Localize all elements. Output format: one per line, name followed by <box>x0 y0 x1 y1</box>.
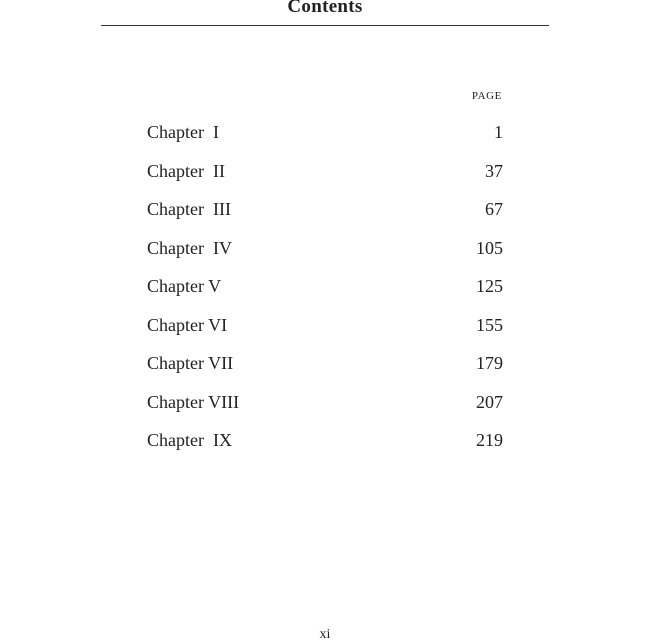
toc-page-number: 155 <box>476 314 503 335</box>
toc-page-number: 207 <box>476 391 503 412</box>
toc-chapter-title: Chapter III <box>147 199 231 219</box>
title-rule <box>101 25 549 26</box>
toc-page-number: 1 <box>494 122 503 142</box>
toc-entry[interactable] <box>147 237 503 276</box>
toc-page-number: 67 <box>485 199 503 219</box>
toc-chapter-title: Chapter IV <box>147 237 232 258</box>
toc-chapter-title: Chapter VI <box>147 314 228 335</box>
toc-entry[interactable] <box>147 352 503 391</box>
toc-chapter-title: Chapter I <box>147 122 219 142</box>
toc-page-number: 125 <box>476 276 503 296</box>
toc-entry[interactable] <box>147 429 503 468</box>
toc-page-number: 105 <box>476 237 503 258</box>
toc-chapter-title: Chapter V <box>147 276 222 296</box>
toc-entry[interactable] <box>147 121 503 160</box>
page-folio: xi <box>319 627 331 642</box>
toc-page-number: 219 <box>476 430 503 450</box>
page-title: Contents <box>287 0 363 17</box>
toc-entry[interactable] <box>147 275 503 314</box>
toc-entry[interactable] <box>147 160 503 199</box>
toc-entry[interactable] <box>147 391 503 430</box>
page-column-header: PAGE <box>471 90 502 102</box>
toc-chapter-title: Chapter VII <box>147 353 234 373</box>
toc-entry[interactable] <box>147 198 503 237</box>
table-of-contents <box>147 121 503 468</box>
toc-chapter-title: Chapter IX <box>147 430 232 450</box>
toc-page-number: 179 <box>476 353 503 373</box>
toc-chapter-title: Chapter VIII <box>147 391 240 412</box>
toc-entry[interactable] <box>147 314 503 353</box>
toc-page-number: 37 <box>485 160 503 181</box>
toc-chapter-title: Chapter II <box>147 160 225 181</box>
